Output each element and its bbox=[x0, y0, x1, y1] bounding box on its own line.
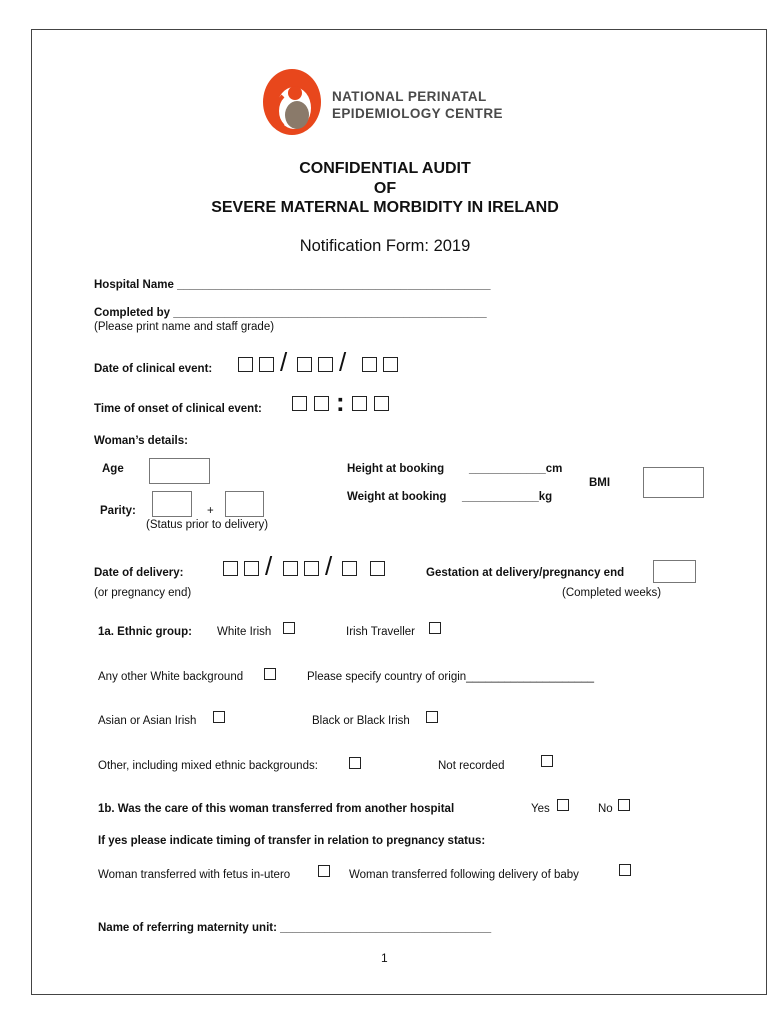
date-separator: / bbox=[265, 551, 273, 581]
height-label: Height at booking bbox=[347, 463, 445, 475]
time-minute-digit1[interactable] bbox=[352, 396, 367, 411]
transfer-yes-label: Yes bbox=[531, 803, 550, 815]
height-input[interactable]: ____________cm bbox=[469, 463, 563, 475]
parity-input-1[interactable] bbox=[152, 491, 192, 517]
in-utero-label: Woman transferred with fetus in-utero bbox=[98, 869, 291, 881]
time-onset-label: Time of onset of clinical event: bbox=[94, 403, 262, 415]
specify-country-field[interactable]: Please specify country of origin____________________ bbox=[307, 671, 595, 683]
date-delivery-note: (or pregnancy end) bbox=[94, 587, 192, 599]
event-year-digit2[interactable] bbox=[383, 357, 398, 372]
time-minute-digit2[interactable] bbox=[374, 396, 389, 411]
delivery-month-digit1[interactable] bbox=[283, 561, 298, 576]
in-utero-checkbox[interactable] bbox=[318, 865, 330, 877]
event-month-digit2[interactable] bbox=[318, 357, 333, 372]
referring-unit-field[interactable]: Name of referring maternity unit: _________________________________ bbox=[98, 922, 492, 934]
logo-line1: NATIONAL PERINATAL bbox=[332, 89, 487, 104]
asian-checkbox[interactable] bbox=[213, 711, 225, 723]
date-separator: / bbox=[325, 551, 333, 581]
npec-logo-icon bbox=[261, 68, 325, 138]
time-hour-digit2[interactable] bbox=[314, 396, 329, 411]
asian-label: Asian or Asian Irish bbox=[98, 715, 197, 727]
gestation-label: Gestation at delivery/pregnancy end bbox=[426, 567, 625, 579]
age-label: Age bbox=[102, 463, 124, 475]
parity-label: Parity: bbox=[100, 505, 136, 517]
following-delivery-checkbox[interactable] bbox=[619, 864, 631, 876]
transfer-no-label: No bbox=[598, 803, 613, 815]
time-hour-digit1[interactable] bbox=[292, 396, 307, 411]
transfer-yes-checkbox[interactable] bbox=[557, 799, 569, 811]
completed-by-note: (Please print name and staff grade) bbox=[94, 321, 275, 333]
event-day-digit1[interactable] bbox=[238, 357, 253, 372]
title-line1: CONFIDENTIAL AUDIT bbox=[299, 160, 471, 177]
time-separator: : bbox=[336, 387, 345, 417]
following-delivery-label: Woman transferred following delivery of baby bbox=[349, 869, 579, 881]
other-mixed-checkbox[interactable] bbox=[349, 757, 361, 769]
white-irish-checkbox[interactable] bbox=[283, 622, 295, 634]
status-note: (Status prior to delivery) bbox=[146, 519, 269, 531]
event-year-digit1[interactable] bbox=[362, 357, 377, 372]
delivery-year-digit2[interactable] bbox=[370, 561, 385, 576]
delivery-day-digit2[interactable] bbox=[244, 561, 259, 576]
parity-input-2[interactable] bbox=[225, 491, 264, 517]
completed-by-field[interactable]: Completed by _________________________________________________ bbox=[94, 307, 487, 319]
transfer-question: 1b. Was the care of this woman transferred from another hospital bbox=[98, 803, 455, 815]
irish-traveller-label: Irish Traveller bbox=[346, 626, 416, 638]
bmi-label: BMI bbox=[589, 477, 611, 489]
weight-label: Weight at booking bbox=[347, 491, 447, 503]
gestation-note: (Completed weeks) bbox=[562, 587, 662, 599]
other-white-label: Any other White background bbox=[98, 671, 244, 683]
date-separator: / bbox=[280, 347, 288, 377]
bmi-input[interactable] bbox=[643, 467, 704, 498]
black-checkbox[interactable] bbox=[426, 711, 438, 723]
irish-traveller-checkbox[interactable] bbox=[429, 622, 441, 634]
parity-plus: + bbox=[207, 505, 214, 517]
title-line3: SEVERE MATERNAL MORBIDITY IN IRELAND bbox=[211, 199, 559, 216]
not-recorded-checkbox[interactable] bbox=[541, 755, 553, 767]
other-white-checkbox[interactable] bbox=[264, 668, 276, 680]
hospital-name-field[interactable]: Hospital Name _________________________________________________ bbox=[94, 279, 491, 291]
white-irish-label: White Irish bbox=[217, 626, 272, 638]
transfer-timing-heading: If yes please indicate timing of transfer in relation to pregnancy status: bbox=[98, 835, 486, 847]
delivery-month-digit2[interactable] bbox=[304, 561, 319, 576]
weight-input[interactable]: ____________kg bbox=[462, 491, 553, 503]
not-recorded-label: Not recorded bbox=[438, 760, 505, 772]
other-mixed-label: Other, including mixed ethnic backgrounds: bbox=[98, 760, 318, 772]
page-number: 1 bbox=[381, 951, 388, 965]
event-month-digit1[interactable] bbox=[297, 357, 312, 372]
form-subtitle: Notification Form: 2019 bbox=[299, 237, 471, 255]
ethnic-group-heading: 1a. Ethnic group: bbox=[98, 626, 192, 638]
title-line2: OF bbox=[373, 180, 397, 197]
event-day-digit2[interactable] bbox=[259, 357, 274, 372]
transfer-no-checkbox[interactable] bbox=[618, 799, 630, 811]
womans-details-heading: Woman’s details: bbox=[94, 435, 188, 447]
date-clinical-event-label: Date of clinical event: bbox=[94, 363, 213, 375]
gestation-input[interactable] bbox=[653, 560, 696, 583]
date-delivery-label: Date of delivery: bbox=[94, 567, 184, 579]
date-separator: / bbox=[339, 347, 347, 377]
logo-line2: EPIDEMIOLOGY CENTRE bbox=[332, 106, 503, 121]
delivery-year-digit1[interactable] bbox=[342, 561, 357, 576]
delivery-day-digit1[interactable] bbox=[223, 561, 238, 576]
age-input[interactable] bbox=[149, 458, 210, 484]
black-label: Black or Black Irish bbox=[312, 715, 410, 727]
